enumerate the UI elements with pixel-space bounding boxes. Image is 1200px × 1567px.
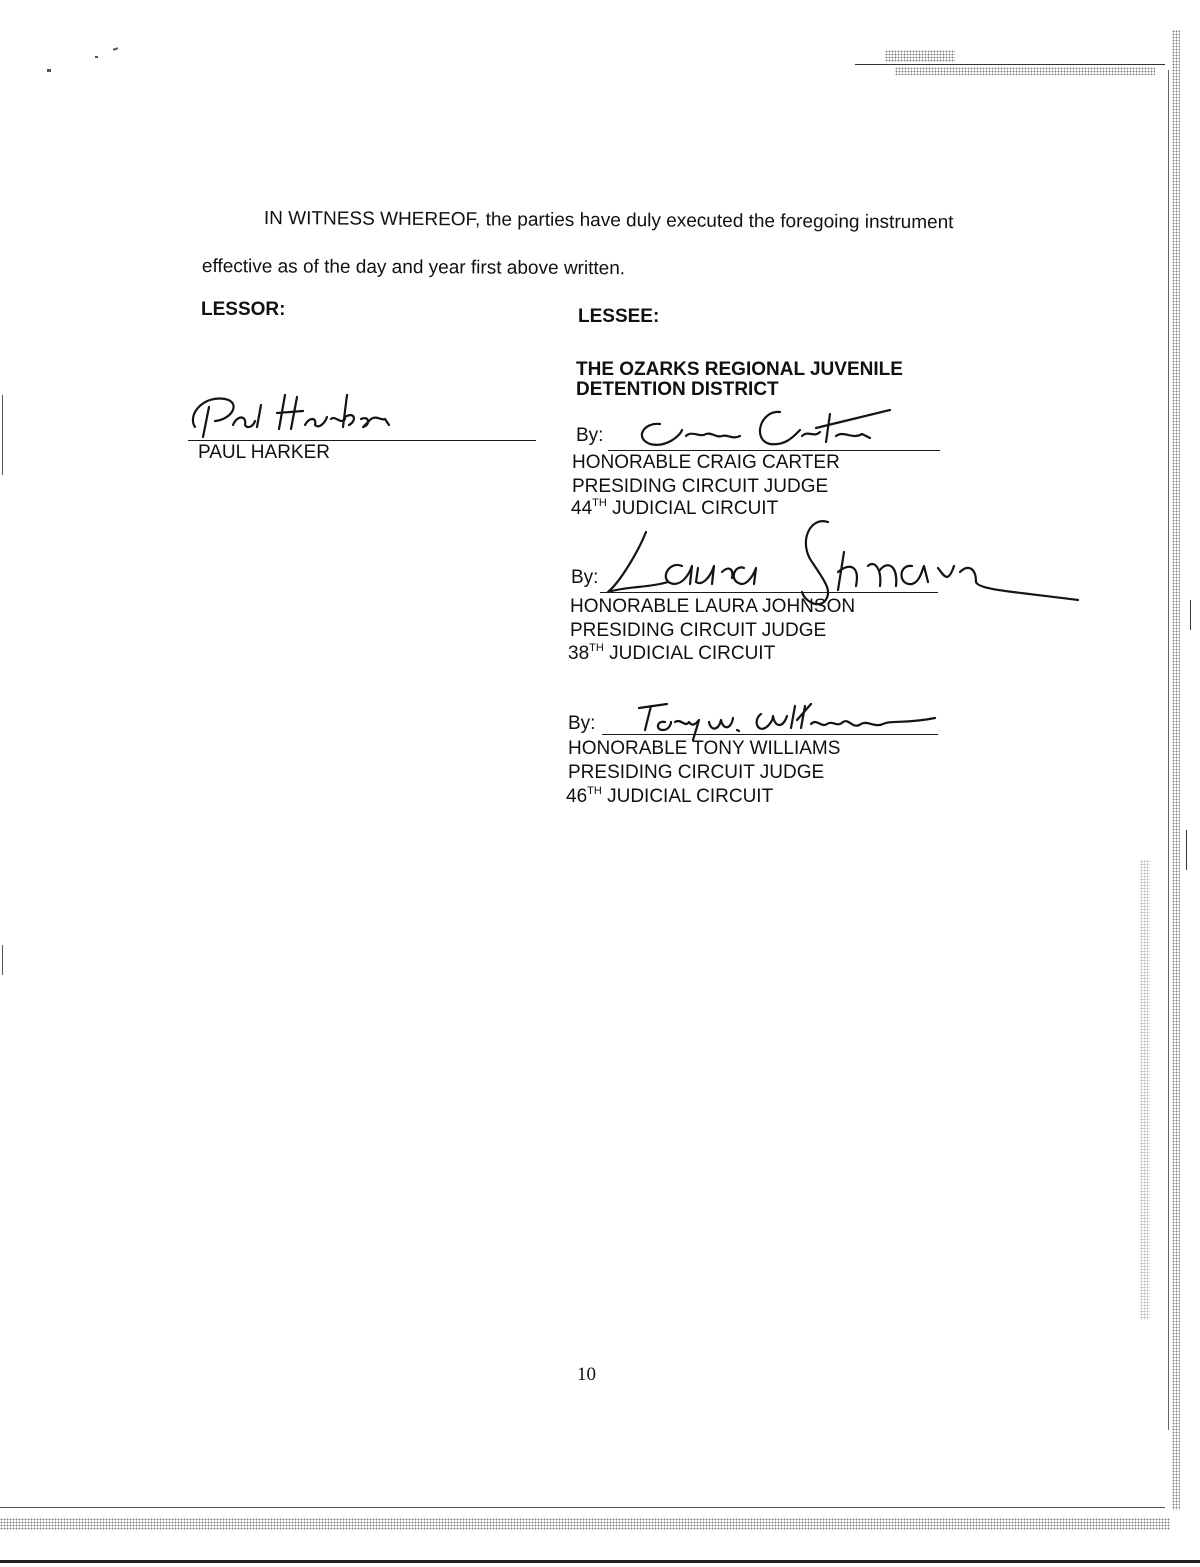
signer-1-signature	[630, 400, 910, 460]
signer-3-by-label: By:	[568, 713, 596, 734]
scan-noise-bottom	[0, 1518, 1170, 1530]
scan-noise-right-column	[1140, 860, 1150, 1320]
lessor-heading: LESSOR:	[201, 299, 286, 320]
scan-noise-right-edge	[1172, 30, 1180, 1510]
lessee-org-line-1: THE OZARKS REGIONAL JUVENILE	[576, 359, 903, 380]
scan-speck	[113, 47, 118, 51]
scan-speck	[47, 69, 51, 72]
signer-2-circuit-label: JUDICIAL CIRCUIT	[609, 643, 776, 664]
signer-2-signature-line	[600, 592, 938, 593]
signer-1-by-label: By:	[576, 425, 604, 446]
signer-2-circuit-suffix: TH	[589, 641, 604, 654]
page-number: 10	[577, 1364, 596, 1385]
scan-left-mark	[2, 945, 3, 975]
signer-1-title: PRESIDING CIRCUIT JUDGE	[572, 476, 829, 497]
lessor-signature-line	[188, 440, 536, 441]
scan-left-mark	[2, 395, 3, 475]
signer-2-circuit-number: 38	[568, 643, 590, 664]
signer-1-circuit-label: JUDICIAL CIRCUIT	[612, 498, 779, 519]
scan-right-rule	[1168, 70, 1169, 1430]
lessor-signature	[185, 385, 405, 445]
scan-top-rule	[855, 64, 1165, 65]
signer-3-name: HONORABLE TONY WILLIAMS	[568, 738, 841, 759]
signer-2-circuit	[568, 643, 775, 665]
signer-3-circuit-suffix: TH	[587, 784, 602, 797]
witness-paragraph-line-1: IN WITNESS WHEREOF, the parties have duly executed the foregoing instrument	[263, 208, 954, 234]
signer-2-by-label: By:	[571, 567, 599, 588]
scan-right-mark	[1190, 600, 1191, 630]
signer-1-signature-line	[608, 450, 940, 451]
signer-1-name: HONORABLE CRAIG CARTER	[572, 452, 840, 473]
scan-right-mark	[1186, 830, 1187, 870]
signer-3-circuit-label: JUDICIAL CIRCUIT	[607, 786, 774, 807]
witness-paragraph-line-2: effective as of the day and year first above written.	[201, 256, 626, 280]
signer-2-name: HONORABLE LAURA JOHNSON	[570, 596, 856, 617]
lessor-name: PAUL HARKER	[198, 442, 330, 463]
scan-bottom-rule	[0, 1507, 1165, 1508]
signer-1-circuit-suffix: TH	[592, 496, 607, 509]
lessee-org-line-2: DETENTION DISTRICT	[576, 379, 779, 400]
signer-2-title: PRESIDING CIRCUIT JUDGE	[570, 620, 827, 641]
scan-bottom-edge	[0, 1560, 1200, 1563]
scan-speck	[95, 56, 98, 58]
lessee-heading: LESSEE:	[578, 306, 660, 327]
signer-3-signature-line	[602, 734, 938, 735]
scan-noise-top	[895, 67, 1155, 75]
signer-3-circuit-number: 46	[566, 786, 588, 807]
signer-3-title: PRESIDING CIRCUIT JUDGE	[568, 762, 825, 783]
signer-1-circuit-number: 44	[571, 498, 593, 519]
signer-3-circuit	[566, 786, 773, 808]
scan-noise-top	[885, 50, 955, 62]
